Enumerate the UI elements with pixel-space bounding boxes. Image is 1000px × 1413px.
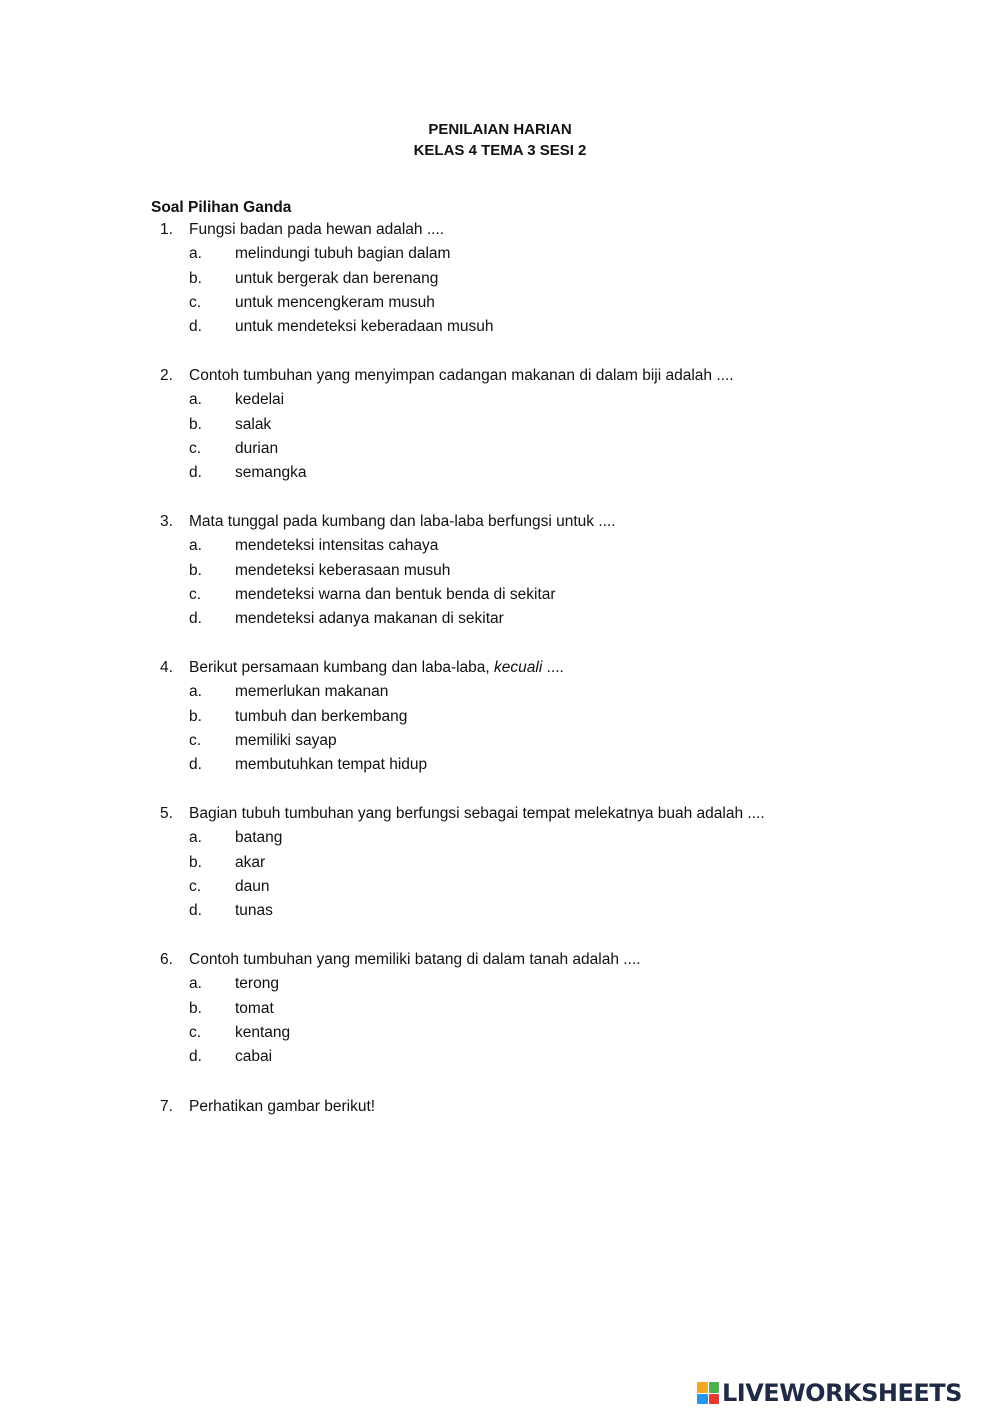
option-letter: b. xyxy=(189,415,202,433)
option-letter: b. xyxy=(189,269,202,287)
page-title: PENILAIAN HARIAN xyxy=(428,121,572,138)
option-letter: a. xyxy=(189,683,202,701)
option-letter: b. xyxy=(189,999,202,1017)
option-text: memiliki sayap xyxy=(235,731,337,749)
logo-text: LIVEWORKSHEETS xyxy=(722,1379,962,1407)
option-letter: c. xyxy=(189,439,202,457)
question-text-part: .... xyxy=(542,659,564,676)
question-number: 5. xyxy=(160,805,173,822)
option-text: kedelai xyxy=(235,391,285,409)
option-text: tumbuh dan berkembang xyxy=(235,707,408,725)
option-text: semangka xyxy=(235,464,307,482)
question-text: Bagian tubuh tumbuhan yang berfungsi sebagai tempat melekatnya buah adalah .... xyxy=(189,805,765,822)
option-text: kentang xyxy=(235,1023,291,1041)
option-letter: d. xyxy=(189,756,202,774)
option-text: akar xyxy=(235,853,266,871)
option-letter: d. xyxy=(189,318,202,336)
logo-square xyxy=(709,1394,720,1405)
question-text-emphasis: kecuali xyxy=(494,659,543,676)
logo-square xyxy=(697,1394,708,1405)
option-text: salak xyxy=(235,415,272,433)
option-text: durian xyxy=(235,439,279,457)
question-number: 6. xyxy=(160,951,173,968)
question-text: Contoh tumbuhan yang menyimpan cadangan makanan di dalam biji adalah .... xyxy=(189,367,734,384)
option-text: mendeteksi keberasaan musuh xyxy=(235,561,451,579)
option-text: daun xyxy=(235,877,270,895)
question-text: Mata tunggal pada kumbang dan laba-laba berfungsi untuk .... xyxy=(189,513,616,530)
option-text: untuk bergerak dan berenang xyxy=(235,269,439,287)
question-number: 3. xyxy=(160,513,173,530)
option-letter: d. xyxy=(189,610,202,628)
option-letter: b. xyxy=(189,707,202,725)
option-letter: c. xyxy=(189,731,202,749)
option-letter: c. xyxy=(189,877,202,895)
option-text: untuk mendeteksi keberadaan musuh xyxy=(235,318,494,336)
option-text: cabai xyxy=(235,1048,273,1066)
option-letter: a. xyxy=(189,829,202,847)
option-text: tunas xyxy=(235,902,273,920)
option-letter: a. xyxy=(189,245,202,263)
question-text: Contoh tumbuhan yang memiliki batang di dalam tanah adalah .... xyxy=(189,951,641,968)
logo-square xyxy=(697,1382,708,1393)
question-text-part: Berikut persamaan kumbang dan laba-laba, xyxy=(189,659,495,676)
option-letter: a. xyxy=(189,975,202,993)
question-text xyxy=(189,656,564,680)
option-letter: a. xyxy=(189,537,202,555)
option-text: memerlukan makanan xyxy=(235,683,389,701)
liveworksheets-logo xyxy=(697,1378,962,1408)
option-letter: c. xyxy=(189,585,202,603)
option-text: tomat xyxy=(235,999,274,1017)
question-text: Perhatikan gambar berikut! xyxy=(189,1098,376,1115)
logo-square xyxy=(709,1382,720,1393)
section-title: Soal Pilihan Ganda xyxy=(151,199,292,216)
question-number: 4. xyxy=(160,659,173,676)
option-letter: b. xyxy=(189,853,202,871)
option-letter: d. xyxy=(189,464,202,482)
option-text: membutuhkan tempat hidup xyxy=(235,756,428,774)
option-text: terong xyxy=(235,975,279,993)
question-number: 7. xyxy=(160,1098,173,1115)
option-text: mendeteksi adanya makanan di sekitar xyxy=(235,610,504,628)
option-letter: d. xyxy=(189,902,202,920)
option-letter: c. xyxy=(189,293,202,311)
option-text: batang xyxy=(235,829,283,847)
option-text: melindungi tubuh bagian dalam xyxy=(235,245,451,263)
page-subtitle: KELAS 4 TEMA 3 SESI 2 xyxy=(413,142,587,159)
question-text: Fungsi badan pada hewan adalah .... xyxy=(189,221,445,238)
liveworksheets-grid-icon xyxy=(697,1382,719,1404)
option-text: untuk mencengkeram musuh xyxy=(235,293,435,311)
question-number: 2. xyxy=(160,367,173,384)
question-number: 1. xyxy=(160,221,173,238)
option-letter: d. xyxy=(189,1048,202,1066)
option-letter: c. xyxy=(189,1023,202,1041)
option-text: mendeteksi warna dan bentuk benda di sekitar xyxy=(235,585,556,603)
option-letter: a. xyxy=(189,391,202,409)
option-text: mendeteksi intensitas cahaya xyxy=(235,537,439,555)
option-letter: b. xyxy=(189,561,202,579)
